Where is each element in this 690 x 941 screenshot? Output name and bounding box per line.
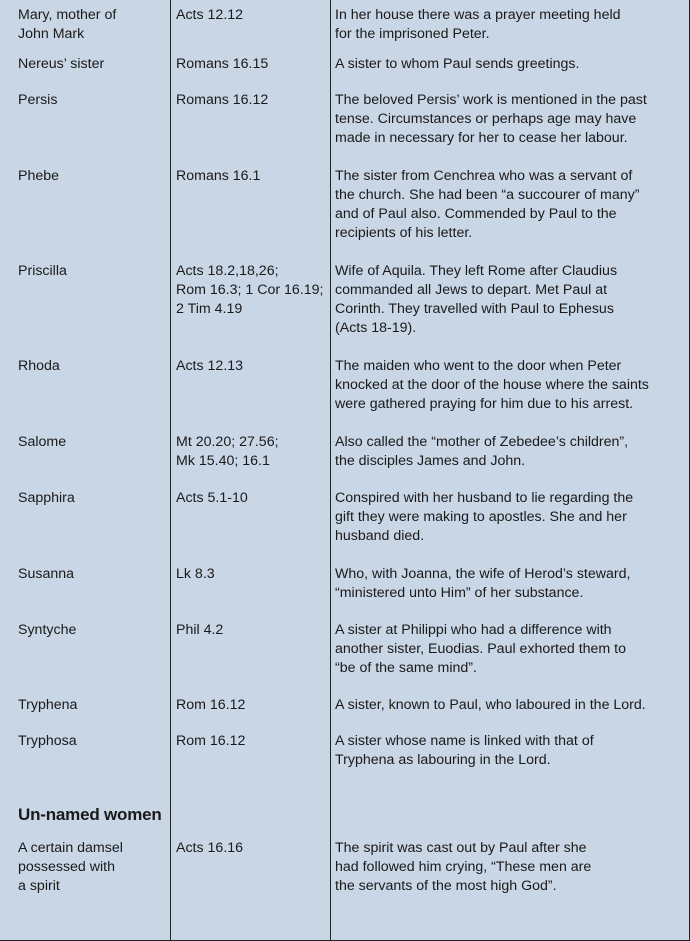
description: In her house there was a prayer meeting held for the imprisoned Peter.: [335, 7, 621, 42]
description: A sister, known to Paul, who laboured in the Lord.: [335, 697, 646, 713]
scripture-reference: Lk 8.3: [176, 566, 215, 582]
woman-name: Susanna: [18, 566, 75, 582]
scripture-reference: Acts 12.12: [176, 7, 244, 23]
table-row: [0, 55, 690, 91]
table-row: [0, 167, 690, 262]
section-heading-row: [0, 802, 690, 839]
woman-name: Salome: [18, 434, 67, 450]
section-heading: Un-named women: [18, 805, 162, 824]
woman-name: Persis: [18, 92, 58, 108]
scripture-reference: Romans 16.12: [176, 92, 269, 108]
scripture-reference: Acts 12.13: [176, 358, 244, 374]
woman-name: Nereus’ sister: [18, 56, 105, 72]
table-row: [0, 732, 690, 802]
table-row: [0, 489, 690, 565]
scripture-reference: Acts 5.1-10: [176, 490, 248, 506]
woman-name: Rhoda: [18, 358, 60, 374]
scripture-reference: Phil 4.2: [176, 622, 224, 638]
table-row: [0, 0, 690, 55]
table-row: [0, 621, 690, 696]
scripture-reference: Acts 18.2,18,26; Rom 16.3; 1 Cor 16.19; 2 Tim 4.19: [176, 263, 324, 317]
table-row: [0, 565, 690, 621]
description: A sister whose name is linked with that of Tryphena as labouring in the Lord.: [335, 733, 594, 768]
woman-name: A certain damsel possessed with a spirit: [18, 840, 123, 894]
table-row: [0, 91, 690, 167]
scripture-reference: Mt 20.20; 27.56; Mk 15.40; 16.1: [176, 434, 279, 469]
scripture-reference: Rom 16.12: [176, 697, 246, 713]
scripture-reference: Romans 16.1: [176, 168, 261, 184]
woman-name: Syntyche: [18, 622, 77, 638]
woman-name: Priscilla: [18, 263, 67, 279]
description: Also called the “mother of Zebedee’s children”, the disciples James and John.: [335, 434, 629, 469]
description: The maiden who went to the door when Peter knocked at the door of the house where the saints were gathered praying for him due to his arrest.: [335, 358, 649, 412]
description: Who, with Joanna, the wife of Herod’s steward, “ministered unto Him” of her substance.: [335, 566, 631, 601]
scripture-reference: Romans 16.15: [176, 56, 269, 72]
description: A sister at Philippi who had a difference with another sister, Euodias. Paul exhorted them to “be of the same mind”.: [335, 622, 627, 676]
table-row: [0, 433, 690, 489]
woman-name: Phebe: [18, 168, 60, 184]
description: The spirit was cast out by Paul after she had followed him crying, “These men are the servants of the most high God”.: [335, 840, 592, 894]
table-row: [0, 262, 690, 357]
woman-name: Mary, mother of John Mark: [18, 7, 117, 42]
woman-name: Sapphira: [18, 490, 75, 506]
table-row: [0, 357, 690, 433]
description: The beloved Persis’ work is mentioned in the past tense. Circumstances or perhaps age may have made in necessary for her to cease her labour.: [335, 92, 647, 146]
scripture-reference: Rom 16.12: [176, 733, 246, 749]
description: The sister from Cenchrea who was a servant of the church. She had been “a succourer of many” and of Paul also. Commended by Paul to the recipients of his letter.: [335, 168, 640, 241]
scripture-reference: Acts 16.16: [176, 840, 244, 856]
table-row: [0, 696, 690, 732]
table-row: [0, 839, 690, 929]
description: A sister to whom Paul sends greetings.: [335, 56, 580, 72]
woman-name: Tryphosa: [18, 733, 77, 749]
description: Wife of Aquila. They left Rome after Claudius commanded all Jews to depart. Met Paul at Corinth. They travelled with Paul to Ephesus (Acts 18-19).: [335, 263, 618, 336]
woman-name: Tryphena: [18, 697, 78, 713]
description: Conspired with her husband to lie regarding the gift they were making to apostles. She and her husband died.: [335, 490, 634, 544]
